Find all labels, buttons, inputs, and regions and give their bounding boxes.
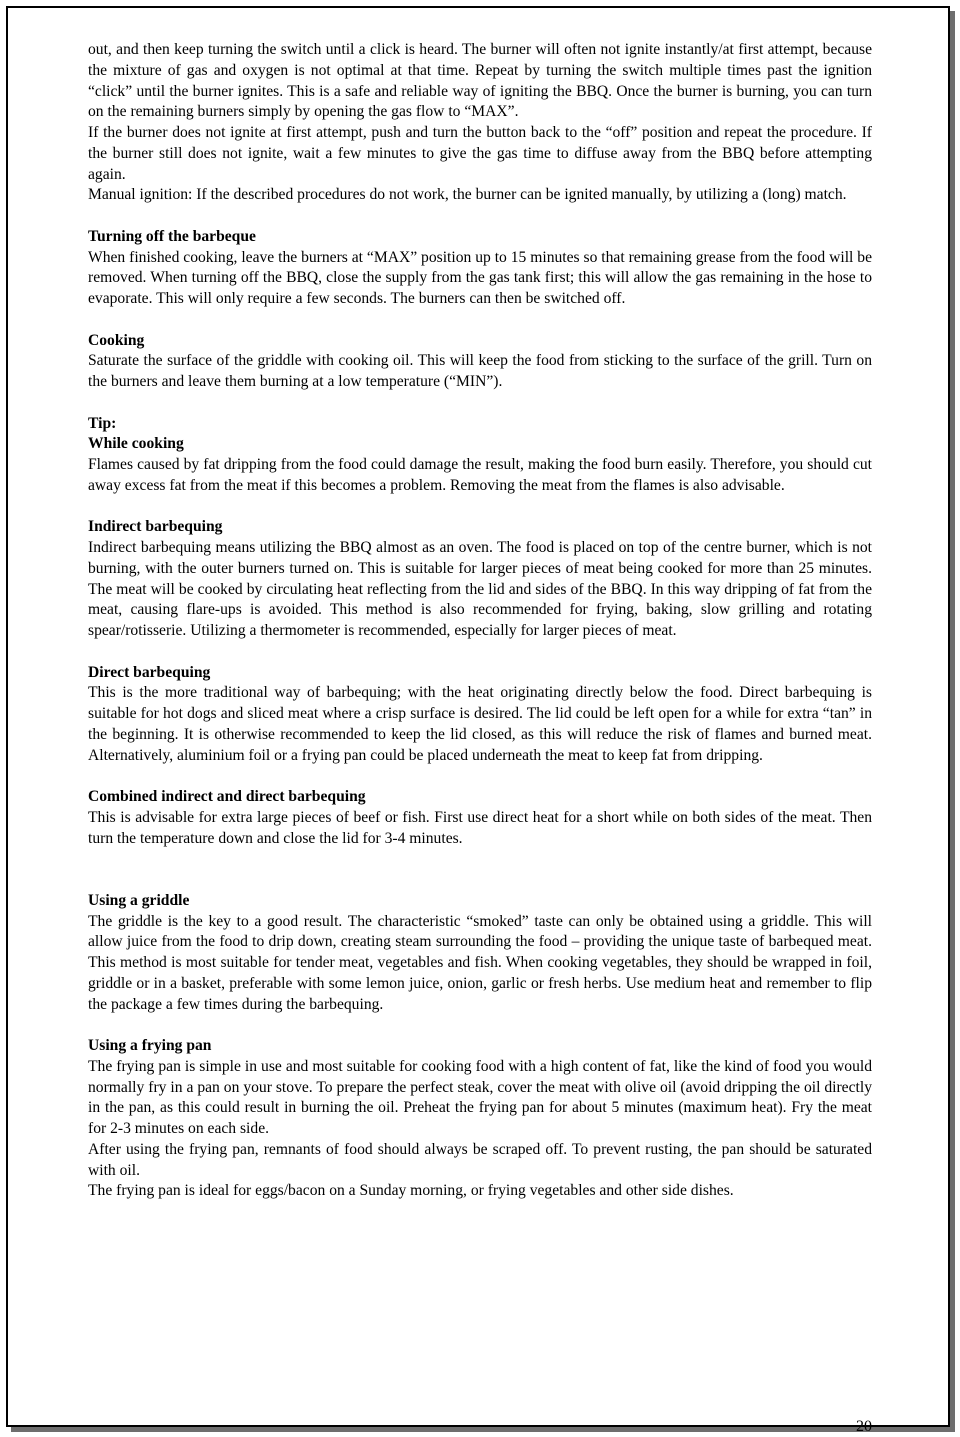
intro-paragraph-3: Manual ignition: If the described procedures do not work, the burner can be ignited manually, by utilizing a (long) match. <box>88 186 847 204</box>
intro-paragraph-1: out, and then keep turning the switch until a click is heard. The burner will often not ignite instantly/at first attempt, because the mixture of gas and oxygen is not optimal at that time. Repeat by turning the switch multiple times past the ignition “click” until the burner ignites. This is a safe and reliable way of igniting the BBQ. Once the burner is burning, you can turn on the remaining burners simply by opening the gas flow to “MAX”. <box>88 41 872 121</box>
document-body <box>88 40 872 1202</box>
indirect-heading: Indirect barbequing <box>88 518 223 536</box>
spacer <box>88 849 872 891</box>
indirect-body: Indirect barbequing means utilizing the BBQ almost as an oven. The food is placed on top of the centre burner, which is not burning, with the outer burners turned on. This is suitable for larger pieces of meat being cooked for more than 25 minutes. The meat will be cooked by circulating heat reflecting from the lid and sides of the BBQ. In this way dripping of fat from the meat, causing flare-ups is avoided. This method is also recommended for frying, baking, slow grilling and rotating spear/rotisserie. Utilizing a thermometer is recommended, especially for larger pieces of meat. <box>88 539 872 639</box>
tip-label: Tip: <box>88 414 117 432</box>
cooking-body: Saturate the surface of the griddle with cooking oil. This will keep the food from sticking to the surface of the grill. Turn on the burners and leave them burning at a low temperature (“MIN”). <box>88 352 872 390</box>
spacer <box>88 766 872 787</box>
frying-pan-paragraph-3: The frying pan is ideal for eggs/bacon on a Sunday morning, or frying vegetables and other side dishes. <box>88 1182 734 1200</box>
frying-pan-heading: Using a frying pan <box>88 1037 212 1054</box>
turning-off-body: When finished cooking, leave the burners at “MAX” position up to 15 minutes so that remaining grease from the food will be removed. When turning off the BBQ, close the supply from the gas tank first; this will allow the gas remaining in the hose to evaporate. This will only require a few seconds. The burners can then be switched off. <box>88 248 872 307</box>
spacer <box>88 642 872 663</box>
direct-body: This is the more traditional way of barbequing; with the heat originating directly below the food. Direct barbequing is suitable for hot dogs and sliced meat where a crisp surface is desired. The lid could be left open for a while for extra “tan” in the beginning. It is otherwise recommended to keep the lid closed, as this will reduce the risk of flames and burned meat. Alternatively, aluminium foil or a frying pan could be placed underneath the meat to keep fat from dripping. <box>88 684 872 764</box>
tip-heading: While cooking <box>88 435 184 453</box>
frying-pan-body: The frying pan is simple in use and most suitable for cooking food with a high content of fat, like the kind of food you would normally fry in a pan on your stove. To prepare the perfect steak, cover the meat with olive oil (avoid dripping the oil directly in the pan, as this could result in burning the oil. Preheat the frying pan for about 5 minutes (maximum heat). Fry the meat for 2-3 minutes on each side. <box>88 1057 872 1137</box>
spacer <box>88 310 872 331</box>
spacer <box>88 393 872 414</box>
cooking-heading: Cooking <box>88 331 145 349</box>
spacer <box>88 497 872 518</box>
intro-paragraph-2: If the burner does not ignite at first attempt, push and turn the button back to the “off” position and repeat the procedure. If the burner still does not ignite, wait a few minutes to give the gas time to diffuse away from the BBQ before attempting again. <box>88 124 872 183</box>
page-number: 20 <box>856 1418 872 1435</box>
combined-heading: Combined indirect and direct barbequing <box>88 788 366 805</box>
direct-heading: Direct barbequing <box>88 663 211 681</box>
turning-off-heading: Turning off the barbeque <box>88 227 256 245</box>
frying-pan-paragraph-2: After using the frying pan, remnants of food should always be scraped off. To prevent rusting, the pan should be saturated with oil. <box>88 1140 872 1179</box>
griddle-heading: Using a griddle <box>88 891 190 909</box>
griddle-body: The griddle is the key to a good result. The characteristic “smoked” taste can only be obtained using a griddle. This will allow juice from the food to drip down, creating steam surrounding the food – providing the unique taste of barbequed meat. This method is most suitable for tender meat, vegetables and fish. When cooking vegetables, they should be wrapped in foil, griddle or in a basket, preferable with some lemon juice, onion, garlic or fresh herbs. Use medium heat and remember to flip the package a few times during the barbequing. <box>88 912 872 1013</box>
spacer <box>88 206 872 227</box>
combined-body: This is advisable for extra large pieces of beef or fish. First use direct heat for a short while on both sides of the meat. Then turn the temperature down and close the lid for 3-4 minutes. <box>88 808 872 847</box>
tip-body: Flames caused by fat dripping from the food could damage the result, making the food burn easily. Therefore, you should cut away excess fat from the meat if this becomes a problem. Removing the meat from the flames is also advisable. <box>88 456 872 494</box>
spacer <box>88 1015 872 1036</box>
